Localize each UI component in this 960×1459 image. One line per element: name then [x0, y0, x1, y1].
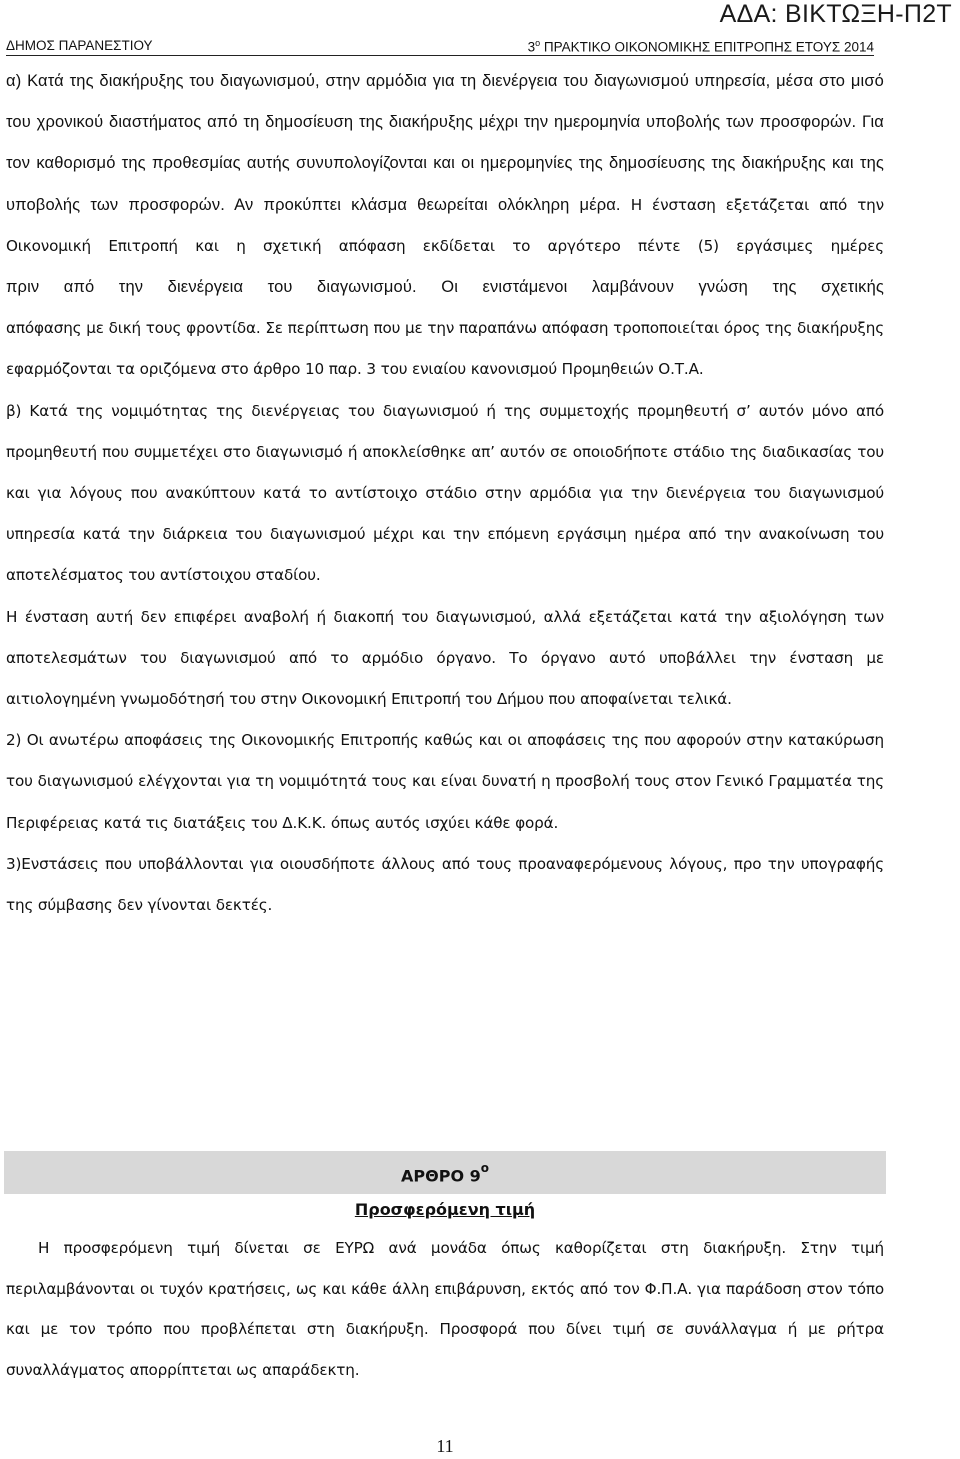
minutes-number: 3 [527, 39, 536, 55]
paragraph-a-intro [6, 61, 884, 267]
paragraph-a-part1: α) Κατά της διακήρυξης του διαγωνισμού, στην αρμόδια για τη διενέργεια του διαγωνισμού υπηρεσία, μέσα στο μισό του χρονικού διαστήματος από τη δημοσίευση της διακήρυξης μέχρι την ημερομηνία υποβολής των προσφορών. Για τον καθορισμό της προθεσμίας αυτής συνυπολογίζονται και οι ημερομηνίες της δημοσίευσης της διακήρυξης και της υποβολής των προσφορών. Αν προκύπτει κλάσμα θεωρείται ολόκληρη μέρα. [6, 72, 884, 214]
article-title-ordinal: ο [480, 1161, 489, 1175]
paragraph-a-part3: πριν από την διενέργεια του διαγωνισμού. Οι ενιστάμενοι λαμβάνουν γνώση της σχετικής [6, 278, 884, 297]
ada-code: ΑΔΑ: ΒΙΚΤΩΞΗ-Π2Τ [719, 0, 952, 28]
paragraph-a-part2: Η ένσταση εξετάζεται από την Οικονομική Επιτροπή και η σχετική απόφαση εκδίδεται το αργότερο πέντε (5) εργάσιμες ημέρες [6, 195, 884, 255]
page-header [6, 38, 874, 55]
minutes-ordinal: ο [535, 38, 541, 48]
header-divider [6, 55, 874, 56]
article-paragraph: Η προσφερόμενη τιμή δίνεται σε ΕΥΡΩ ανά μονάδα όπως καθορίζεται στη διακήρυξη. Στην τιμή περιλαμβάνονται οι τυχόν κρατήσεις, ως και κάθε άλλη επιβάρυνση, εκτός από τον Φ.Π.Α. για παράδοση στον τόπο και με τον τρόπο που προβλέπεται στη διακήρυξη. Προσφορά που δίνει τιμή σε συνάλλαγμα ή με ρήτρα συναλλάγματος απορρίπτεται ως απαράδεκτη. [6, 1239, 884, 1379]
article-title-text: ΑΡΘΡΟ 9 [401, 1166, 481, 1186]
article-subtitle: Προσφερόμενη τιμή [354, 1200, 536, 1219]
paragraph-a-part4: απόφασης με δική τους φροντίδα. Σε περίπτωση που με την παραπάνω απόφαση τροποποιείται όρος της διακήρυξης εφαρμόζονται τα οριζόμενα στο άρθρο 10 παρ. 3 του ενιαίου κανονισμού Προμηθειών Ο.Τ.Α. [6, 319, 884, 379]
paragraph-b: β) Κατά της νομιμότητας της διενέργειας του διαγωνισμού ή της συμμετοχής προμηθευτή σ’ αυτόν μόνο από προμηθευτή που συμμετέχει στο διαγωνισμό ή αποκλείσθηκε απ’ αυτόν σε οποιοδήποτε στάδιο της διαδικασίας του και για λόγους που ανακύπτουν κατά το αντίστοιχο στάδιο στην αρμόδια για την διενέργεια του διαγωνισμού υπηρεσία κατά την διάρκεια του διαγωνισμού μέχρι και την επόμενη εργάσιμη ημέρα από την ανακοίνωση του αποτελέσματος του αντίστοιχου σταδίου. [6, 401, 884, 585]
paragraph-objection: Η ένσταση αυτή δεν επιφέρει αναβολή ή διακοπή του διαγωνισμού, αλλά εξετάζεται κατά την αξιολόγηση των αποτελεσμάτων του διαγωνισμού από το αρμόδιο όργανο. Το όργανο αυτό υποβάλλει την ένσταση με αιτιολογημένη γνωμοδότησή του στην Οικονομική Επιτροπή του Δήμου που αποφαίνεται τελικά. [6, 607, 884, 709]
article-title [4, 1154, 886, 1193]
main-text [6, 61, 884, 926]
paragraph-3: 3)Ενστάσεις που υποβάλλονται για οιουσδήποτε άλλους από τους προαναφερόμενους λόγους, προ την υπογραφής της σύμβασης δεν γίνονται δεκτές. [6, 854, 884, 915]
page-number: 11 [436, 1436, 454, 1456]
article-body [6, 1228, 884, 1390]
minutes-title [528, 38, 874, 55]
municipality-name: ΔΗΜΟΣ ΠΑΡΑΝΕΣΤΙΟΥ [6, 38, 153, 53]
paragraph-2: 2) Οι ανωτέρω αποφάσεις της Οικονομικής Επιτροπής καθώς και οι αποφάσεις της που αφορούν στην κατακύρωση του διαγωνισμού ελέγχονται για τη νομιμότητά τους και είναι δυνατή η προσβολή τους στον Γενικό Γραμματέα της Περιφέρειας κατά τις διατάξεις του Δ.Κ.Κ. όπως αυτός ισχύει κάθε φορά. [6, 731, 884, 832]
minutes-title-text: ΠΡΑΚΤΙΚΟ ΟΙΚΟΝΟΜΙΚΗΣ ΕΠΙΤΡΟΠΗΣ ΕΤΟΥΣ 2014 [540, 39, 874, 55]
